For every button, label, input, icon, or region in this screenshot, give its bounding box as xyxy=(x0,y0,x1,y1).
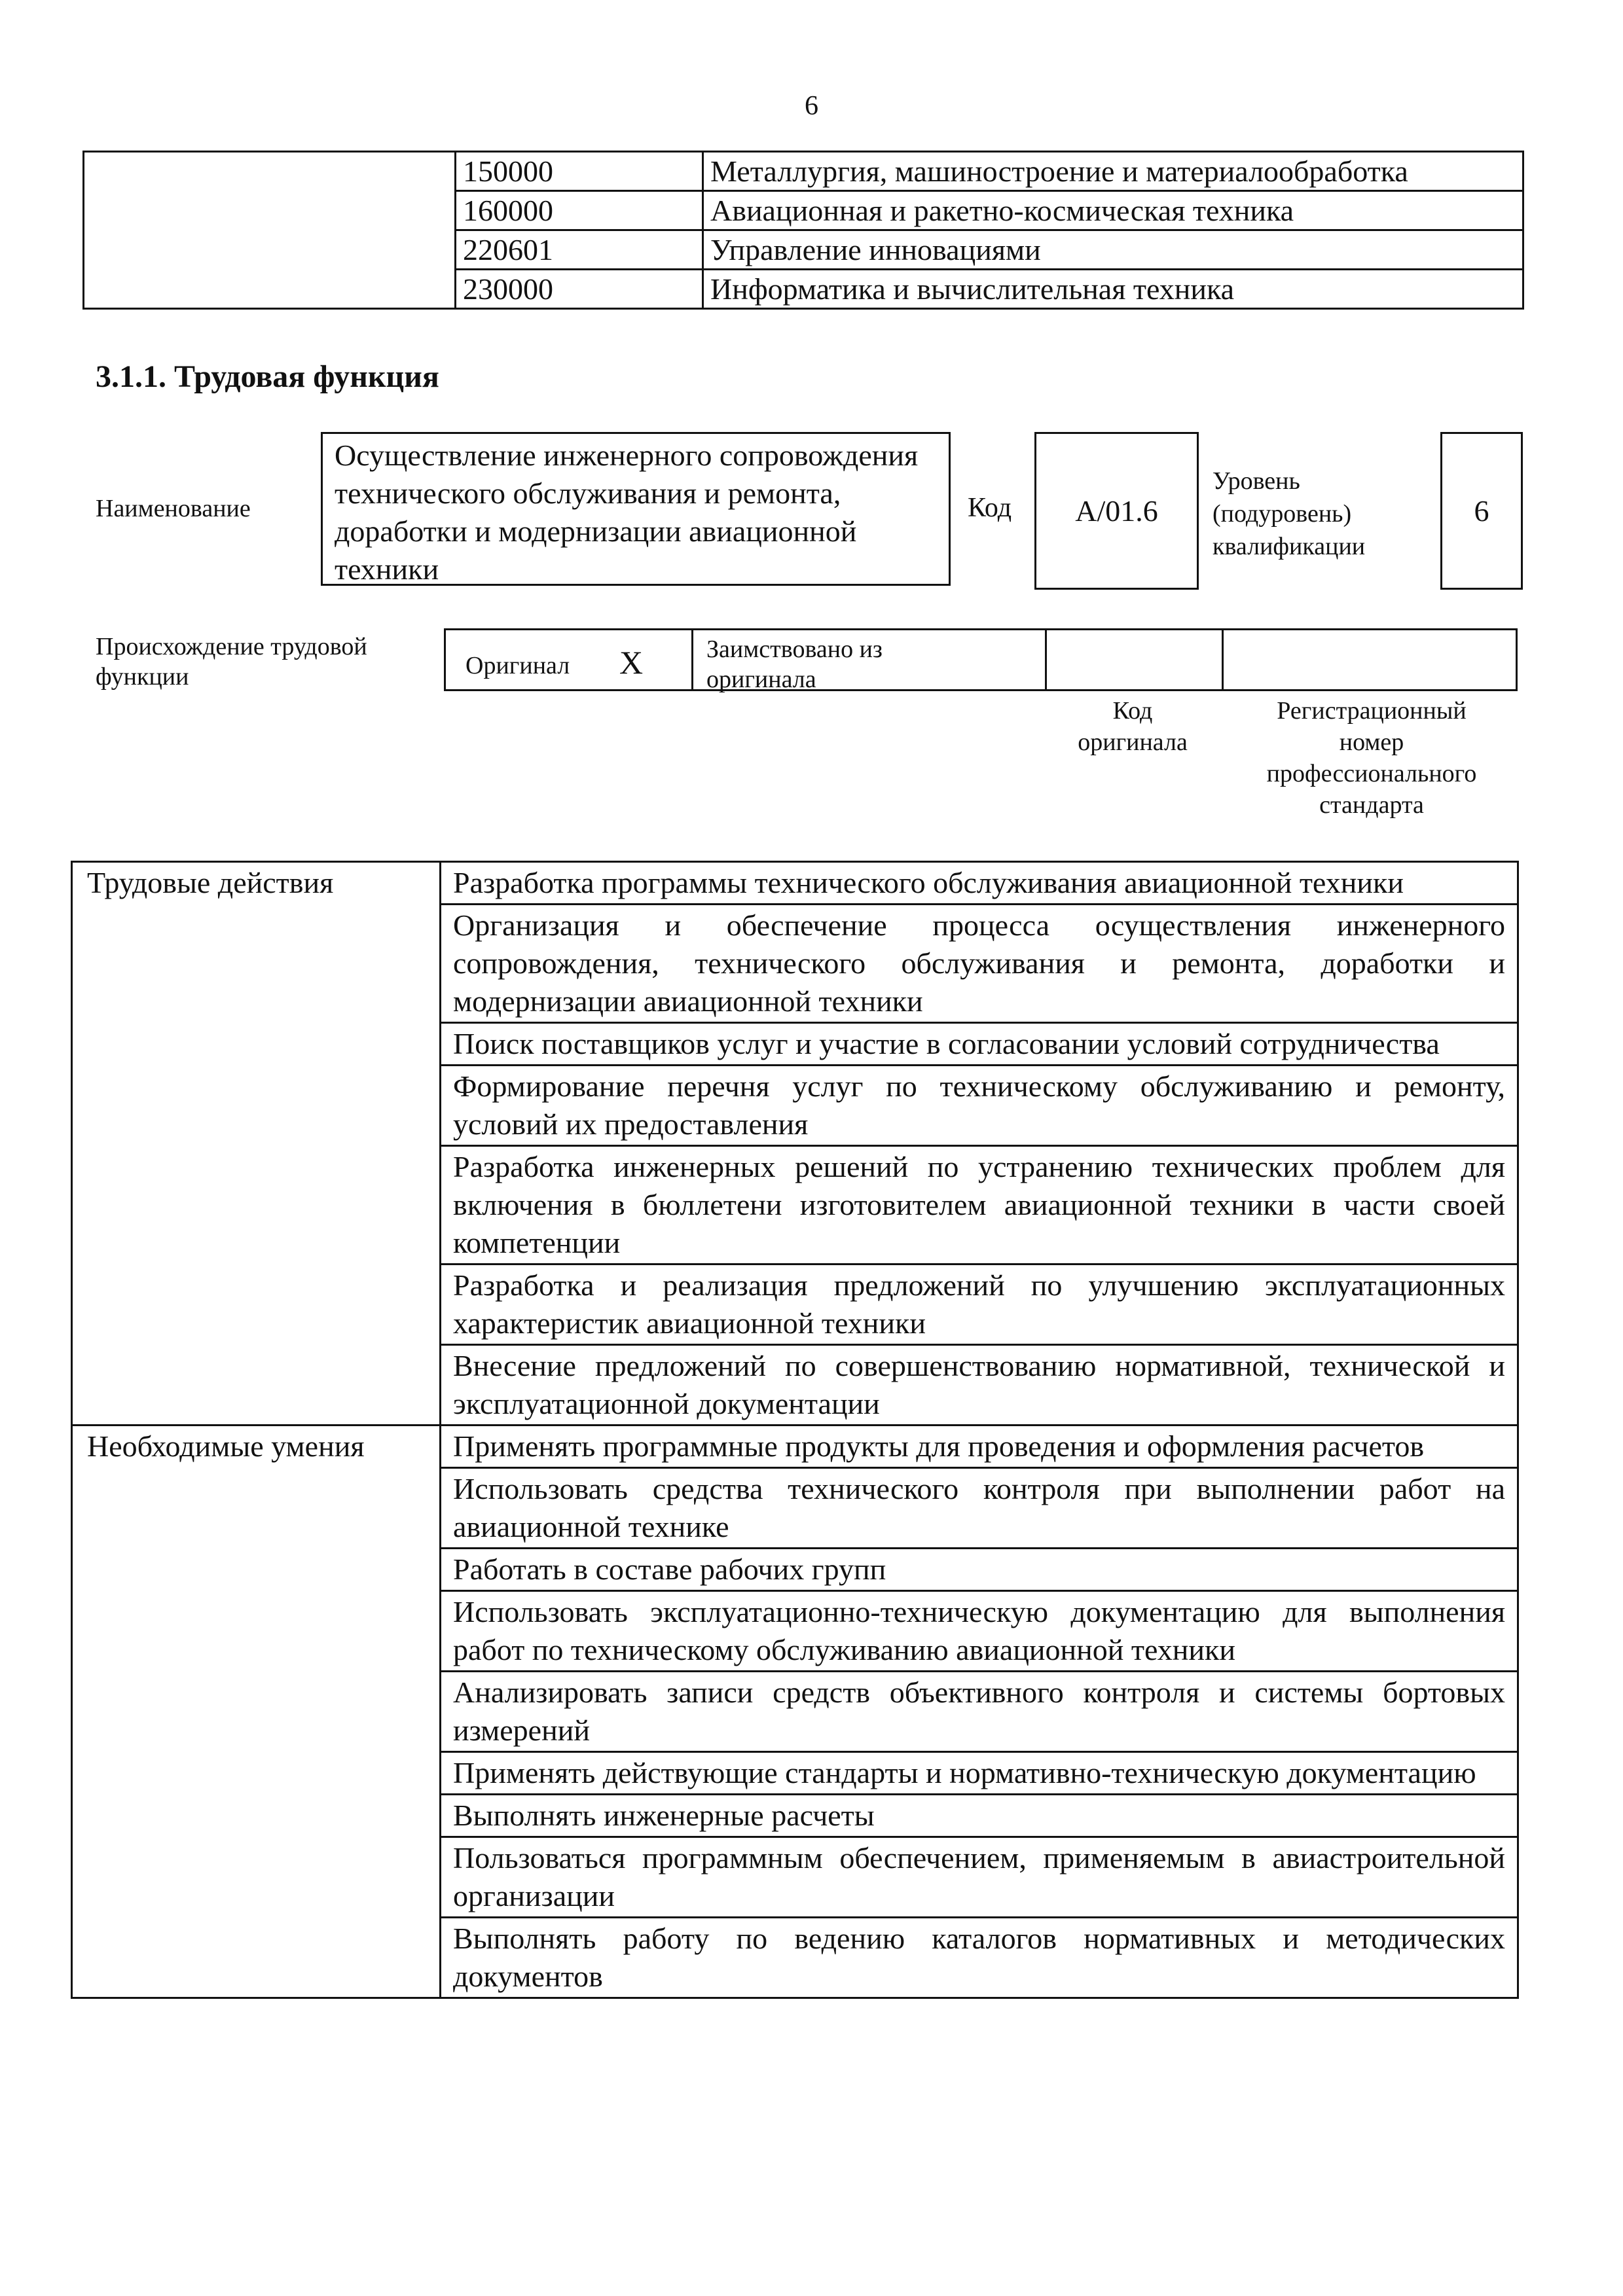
original-mark: X xyxy=(619,644,644,681)
skill-item: Выполнять работу по ведению каталогов нормативных и методических документов xyxy=(441,1918,1518,1998)
table-row xyxy=(72,862,1518,905)
specialty-name: Информатика и вычислительная техника xyxy=(703,270,1523,309)
skill-item: Применять программные продукты для проведения и оформления расчетов xyxy=(441,1426,1518,1468)
skill-item: Выполнять инженерные расчеты xyxy=(441,1795,1518,1837)
borrowed-label-line: Заимствовано из xyxy=(706,636,883,663)
specialty-codes-table xyxy=(82,151,1524,310)
caption-line: оригинала xyxy=(1078,728,1188,756)
caption-line: номер xyxy=(1339,728,1404,756)
qualification-level-box xyxy=(1440,432,1523,590)
function-details-table xyxy=(71,861,1519,1999)
origin-borrowed-cell xyxy=(693,630,1047,693)
caption-line: Регистрационный xyxy=(1277,697,1467,725)
skill-item: Использовать эксплуатационно-техническую документацию для выполнения работ по техническому обслуживанию авиационной техники xyxy=(441,1591,1518,1672)
labour-action-item: Организация и обеспечение процесса осуществления инженерного сопровождения, технического обслуживания и ремонта, доработки и модернизации авиационной техники xyxy=(441,905,1518,1023)
labour-action-item: Поиск поставщиков услуг и участие в согласовании условий сотрудничества xyxy=(441,1023,1518,1066)
specialty-code: 230000 xyxy=(456,270,703,309)
labour-actions-title: Трудовые действия xyxy=(72,862,441,1426)
page-number: 6 xyxy=(805,91,818,121)
section-title: 3.1.1. Трудовая функция xyxy=(96,359,439,394)
origin-label xyxy=(96,632,367,692)
labour-action-item: Разработка инженерных решений по устранению технических проблем для включения в бюллетени изготовителем авиационной техники в части своей компетенции xyxy=(441,1146,1518,1265)
function-name-box: Осуществление инженерного сопровождения технического обслуживания и ремонта, доработки и модернизации авиационной техники xyxy=(321,432,951,586)
specialty-name: Авиационная и ракетно-космическая техника xyxy=(703,191,1523,230)
caption-line: Код xyxy=(1112,697,1153,725)
skill-item: Использовать средства технического контроля при выполнении работ на авиационной технике xyxy=(441,1468,1518,1549)
level-label-line: Уровень xyxy=(1213,467,1300,495)
level-label-line: (подуровень) xyxy=(1213,500,1352,528)
original-label: Оригинал xyxy=(465,652,570,679)
name-label: Наименование xyxy=(96,495,251,522)
labour-action-item: Внесение предложений по совершенствованию нормативной, технической и эксплуатационной документации xyxy=(441,1345,1518,1426)
specialty-code: 220601 xyxy=(456,230,703,270)
caption-line: профессионального xyxy=(1266,760,1477,787)
function-code-value: A/01.6 xyxy=(1075,494,1158,528)
function-code-box xyxy=(1034,432,1199,590)
skill-item: Работать в составе рабочих групп xyxy=(441,1549,1518,1591)
origin-row xyxy=(444,628,1518,691)
labour-action-item: Формирование перечня услуг по техническому обслуживанию и ремонту, условий их предоставления xyxy=(441,1066,1518,1146)
required-skills-title: Необходимые умения xyxy=(72,1426,441,1998)
origin-label-line: Происхождение трудовой xyxy=(96,633,367,660)
empty-cell xyxy=(84,152,456,309)
specialty-code: 150000 xyxy=(456,152,703,191)
qualification-level-label xyxy=(1213,465,1365,563)
caption-line: стандарта xyxy=(1319,791,1424,819)
specialty-code: 160000 xyxy=(456,191,703,230)
specialty-name: Управление инновациями xyxy=(703,230,1523,270)
labour-action-item: Разработка программы технического обслуживания авиационной техники xyxy=(441,862,1518,905)
origin-code-cell xyxy=(1047,630,1224,689)
table-row xyxy=(72,1426,1518,1468)
table-row xyxy=(84,152,1523,191)
skill-item: Пользоваться программным обеспечением, применяемым в авиастроительной организации xyxy=(441,1837,1518,1918)
qualification-level-value: 6 xyxy=(1474,494,1489,528)
origin-code-caption xyxy=(1048,695,1218,758)
reg-number-caption xyxy=(1224,695,1519,821)
specialty-name: Металлургия, машиностроение и материалообработка xyxy=(703,152,1523,191)
skill-item: Применять действующие стандарты и нормативно-техническую документацию xyxy=(441,1752,1518,1795)
labour-action-item: Разработка и реализация предложений по улучшению эксплуатационных характеристик авиационной техники xyxy=(441,1265,1518,1345)
skill-item: Анализировать записи средств объективного контроля и системы бортовых измерений xyxy=(441,1672,1518,1752)
borrowed-label-line: оригинала xyxy=(706,666,816,693)
borrowed-label xyxy=(706,634,883,694)
origin-original-cell xyxy=(446,630,693,689)
origin-label-line: функции xyxy=(96,663,189,691)
origin-reg-number-cell xyxy=(1224,630,1516,689)
level-label-line: квалификации xyxy=(1213,533,1366,560)
code-label: Код xyxy=(968,493,1012,523)
